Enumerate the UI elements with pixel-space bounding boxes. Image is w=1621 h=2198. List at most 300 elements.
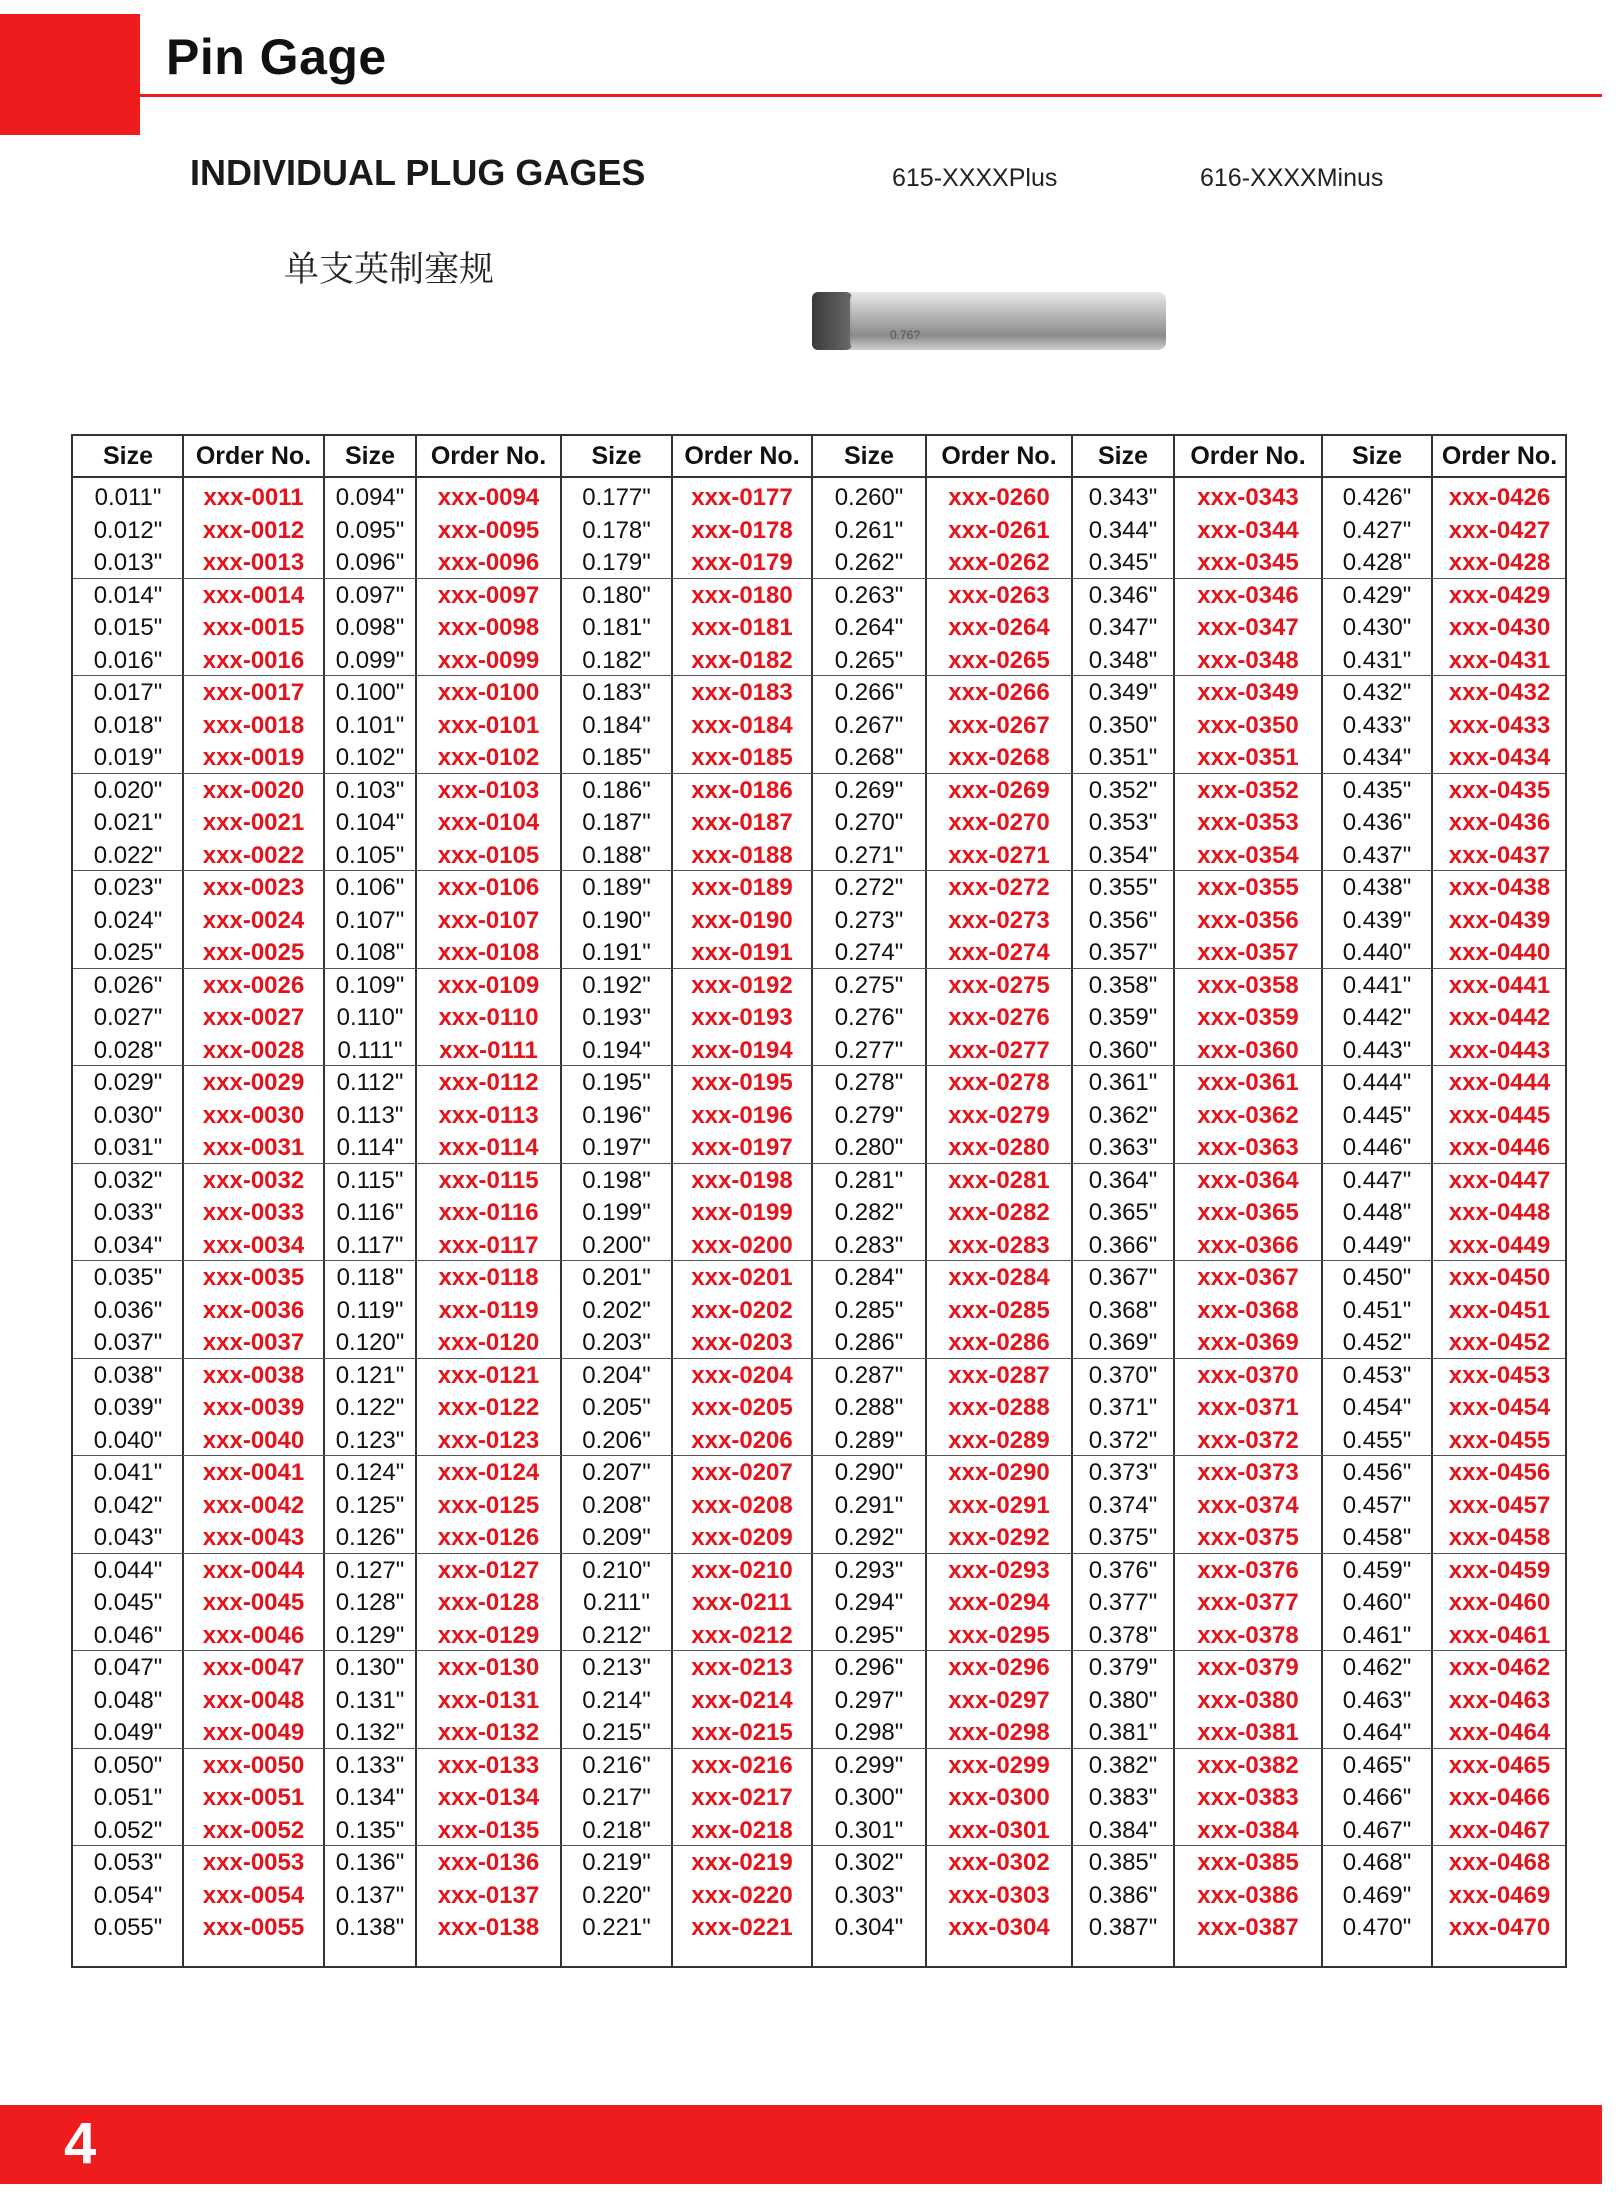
order-number-cell: xxx-0132 [437,1719,540,1746]
size-cell: 0.198" [582,1166,651,1194]
order-number-cell: xxx-0350 [1197,711,1299,739]
order-number-cell: xxx-0031 [202,1134,305,1161]
order-number-cell: xxx-0379 [1197,1654,1299,1681]
size-cell: 0.300" [834,1784,904,1811]
gage-table [71,434,1567,1968]
order-number-cell: xxx-0212 [691,1621,793,1649]
size-cell: 0.095" [335,516,405,544]
size-cell: 0.015" [93,614,163,641]
order-number-cell: xxx-0211 [691,1589,793,1616]
size-cell: 0.301" [834,1816,904,1844]
order-number-cell: xxx-0276 [948,1004,1050,1031]
order-number-cell: xxx-0463 [1448,1686,1551,1714]
size-cell: 0.050" [93,1751,163,1779]
size-cell: 0.132" [335,1719,405,1746]
size-cell: 0.035" [93,1264,163,1291]
order-number-cell: xxx-0205 [691,1394,793,1421]
size-cell: 0.113" [336,1101,404,1129]
size-cell: 0.452" [1342,1329,1412,1356]
order-number-cell: xxx-0045 [202,1589,305,1616]
order-number-cell: xxx-0447 [1448,1166,1551,1194]
size-cell: 0.124" [335,1459,405,1486]
size-cell: 0.440" [1342,939,1412,966]
size-cell: 0.099" [335,646,405,674]
order-number-cell: xxx-0039 [202,1394,305,1421]
order-number-cell: xxx-0356 [1197,906,1299,934]
order-number-cell: xxx-0202 [691,1296,793,1324]
size-cell: 0.460" [1342,1589,1412,1616]
order-number-cell: xxx-0105 [437,841,540,869]
order-number-cell: xxx-0384 [1197,1816,1299,1844]
size-cell: 0.352" [1088,776,1158,804]
order-number-cell: xxx-0344 [1197,516,1299,544]
order-number-cell: xxx-0018 [202,711,305,739]
size-cell: 0.449" [1342,1231,1412,1259]
size-cell: 0.105" [335,841,405,869]
order-number-cell: xxx-0364 [1197,1166,1299,1194]
size-cell: 0.438" [1342,874,1412,901]
order-header-4: Order No. [1190,442,1306,470]
order-number-cell: xxx-0190 [691,906,793,934]
size-cell: 0.097" [335,581,405,609]
order-number-cell: xxx-0044 [202,1556,305,1584]
size-cell: 0.443" [1342,1036,1412,1064]
order-number-cell: xxx-0457 [1448,1491,1551,1519]
size-cell: 0.382" [1088,1751,1158,1779]
order-number-cell: xxx-0436 [1448,809,1551,836]
order-number-cell: xxx-0343 [1197,484,1299,511]
order-number-cell: xxx-0265 [948,646,1050,674]
size-cell: 0.455" [1342,1426,1412,1454]
order-number-cell: xxx-0189 [691,874,793,901]
size-cell: 0.137" [335,1881,405,1909]
size-cell: 0.036" [93,1296,163,1324]
order-number-cell: xxx-0053 [202,1849,305,1876]
order-number-cell: xxx-0107 [437,906,540,934]
order-number-cell: xxx-0177 [691,484,793,511]
size-cell: 0.459" [1342,1556,1412,1584]
size-cell: 0.190" [582,906,651,934]
order-number-cell: xxx-0456 [1448,1459,1551,1486]
order-number-cell: xxx-0127 [437,1556,540,1584]
order-number-cell: xxx-0349 [1197,679,1299,706]
order-number-cell: xxx-0050 [202,1751,305,1779]
size-cell: 0.469" [1342,1881,1412,1909]
order-header-1: Order No. [430,442,547,470]
size-cell: 0.356" [1088,906,1158,934]
order-number-cell: xxx-0289 [948,1426,1050,1454]
size-cell: 0.204" [582,1361,651,1389]
size-cell: 0.383" [1088,1784,1158,1811]
size-cell: 0.134" [335,1784,405,1811]
order-number-cell: xxx-0466 [1448,1784,1551,1811]
order-number-cell: xxx-0369 [1197,1329,1299,1356]
size-cell: 0.196" [582,1101,651,1129]
order-number-cell: xxx-0260 [948,484,1050,511]
size-cell: 0.138" [335,1914,405,1941]
order-number-cell: xxx-0203 [691,1329,793,1356]
order-number-cell: xxx-0109 [437,971,540,999]
order-number-cell: xxx-0450 [1448,1264,1551,1291]
size-cell: 0.426" [1342,484,1412,511]
order-number-cell: xxx-0452 [1448,1329,1551,1356]
size-cell: 0.121" [335,1361,405,1389]
size-cell: 0.446" [1342,1134,1412,1161]
size-cell: 0.120" [335,1329,405,1356]
order-number-cell: xxx-0136 [437,1849,540,1876]
order-number-cell: xxx-0033 [202,1199,305,1226]
order-number-cell: xxx-0214 [691,1686,793,1714]
size-cell: 0.013" [93,549,163,576]
order-number-cell: xxx-0122 [437,1394,540,1421]
size-cell: 0.298" [834,1719,904,1746]
order-number-cell: xxx-0110 [438,1004,539,1031]
size-cell: 0.374" [1088,1491,1158,1519]
size-cell: 0.039" [93,1394,163,1421]
size-cell: 0.344" [1088,516,1158,544]
size-cell: 0.442" [1342,1004,1412,1031]
order-number-cell: xxx-0381 [1197,1719,1299,1746]
order-number-cell: xxx-0020 [202,776,305,804]
order-number-cell: xxx-0299 [948,1751,1050,1779]
size-cell: 0.049" [93,1719,163,1746]
size-header-3: Size [843,442,895,470]
size-cell: 0.018" [93,711,163,739]
order-number-cell: xxx-0051 [202,1784,305,1811]
size-cell: 0.430" [1342,614,1412,641]
size-cell: 0.387" [1088,1914,1158,1941]
order-number-cell: xxx-0099 [437,646,540,674]
order-number-cell: xxx-0022 [202,841,305,869]
order-number-cell: xxx-0102 [437,744,540,771]
size-cell: 0.043" [93,1524,163,1551]
size-cell: 0.463" [1342,1686,1412,1714]
size-cell: 0.021" [93,809,163,836]
size-cell: 0.017" [93,679,163,706]
order-number-cell: xxx-0194 [691,1036,793,1064]
order-number-cell: xxx-0104 [437,809,540,836]
order-number-cell: xxx-0206 [691,1426,793,1454]
order-number-cell: xxx-0294 [948,1589,1050,1616]
order-number-cell: xxx-0027 [202,1004,305,1031]
size-cell: 0.125" [335,1491,405,1519]
size-cell: 0.364" [1088,1166,1158,1194]
order-number-cell: xxx-0180 [691,581,793,609]
size-header-5: Size [1351,442,1403,470]
size-cell: 0.432" [1342,679,1412,706]
order-number-cell: xxx-0188 [691,841,793,869]
size-cell: 0.294" [834,1589,904,1616]
size-cell: 0.380" [1088,1686,1158,1714]
order-number-cell: xxx-0013 [202,549,305,576]
size-cell: 0.282" [834,1199,904,1226]
size-cell: 0.260" [834,484,904,511]
order-number-cell: xxx-0270 [948,809,1050,836]
order-number-cell: xxx-0187 [691,809,793,836]
size-cell: 0.012" [93,516,163,544]
order-number-cell: xxx-0115 [438,1166,539,1194]
size-cell: 0.136" [335,1849,405,1876]
footer-bar [0,2105,1602,2184]
size-cell: 0.135" [335,1816,405,1844]
order-number-cell: xxx-0360 [1197,1036,1299,1064]
size-cell: 0.096" [335,549,405,576]
order-number-cell: xxx-0458 [1448,1524,1551,1551]
size-cell: 0.451" [1342,1296,1412,1324]
section-title: INDIVIDUAL PLUG GAGES [190,152,646,193]
size-cell: 0.030" [93,1101,163,1129]
size-cell: 0.117" [336,1231,404,1259]
order-number-cell: xxx-0277 [948,1036,1050,1064]
order-number-cell: xxx-0036 [202,1296,305,1324]
size-cell: 0.439" [1342,906,1412,934]
size-cell: 0.115" [336,1166,404,1194]
size-cell: 0.272" [834,874,904,901]
order-number-cell: xxx-0098 [437,614,540,641]
order-number-cell: xxx-0296 [948,1654,1050,1681]
size-cell: 0.465" [1342,1751,1412,1779]
order-number-cell: xxx-0269 [948,776,1050,804]
order-number-cell: xxx-0034 [202,1231,305,1259]
size-cell: 0.122" [335,1394,405,1421]
order-number-cell: xxx-0286 [948,1329,1050,1356]
order-number-cell: xxx-0120 [437,1329,540,1356]
order-number-cell: xxx-0049 [202,1719,305,1746]
order-number-cell: xxx-0024 [202,906,305,934]
order-number-cell: xxx-0432 [1448,679,1551,706]
size-cell: 0.379" [1088,1654,1158,1681]
order-number-cell: xxx-0135 [437,1816,540,1844]
order-number-cell: xxx-0184 [691,711,793,739]
order-number-cell: xxx-0469 [1448,1881,1551,1909]
order-number-cell: xxx-0011 [203,484,304,511]
size-cell: 0.038" [93,1361,163,1389]
size-header-1: Size [344,442,396,470]
size-cell: 0.362" [1088,1101,1158,1129]
size-cell: 0.266" [834,679,904,706]
size-cell: 0.208" [582,1491,651,1519]
size-cell: 0.016" [93,646,163,674]
order-number-cell: xxx-0279 [948,1101,1050,1129]
size-cell: 0.047" [93,1654,163,1681]
size-cell: 0.286" [834,1329,904,1356]
order-number-cell: xxx-0437 [1448,841,1551,869]
order-number-cell: xxx-0113 [438,1101,539,1129]
size-cell: 0.032" [93,1166,163,1194]
size-cell: 0.376" [1088,1556,1158,1584]
size-cell: 0.280" [834,1134,904,1161]
order-number-cell: xxx-0052 [202,1816,305,1844]
size-cell: 0.210" [582,1556,651,1584]
order-number-cell: xxx-0183 [691,679,793,706]
size-cell: 0.293" [834,1556,904,1584]
size-cell: 0.215" [582,1719,651,1746]
order-number-cell: xxx-0124 [437,1459,540,1486]
size-cell: 0.447" [1342,1166,1412,1194]
size-cell: 0.123" [335,1426,405,1454]
order-number-cell: xxx-0358 [1197,971,1299,999]
order-number-cell: xxx-0195 [691,1069,793,1096]
size-cell: 0.429" [1342,581,1412,609]
order-number-cell: xxx-0380 [1197,1686,1299,1714]
order-number-cell: xxx-0097 [437,581,540,609]
order-number-cell: xxx-0431 [1448,646,1551,674]
order-number-cell: xxx-0012 [202,516,305,544]
order-number-cell: xxx-0373 [1197,1459,1299,1486]
size-cell: 0.129" [335,1621,405,1649]
size-cell: 0.118" [336,1264,404,1291]
size-cell: 0.104" [335,809,405,836]
subtitle-chinese: 单支英制塞规 [284,250,495,290]
order-number-cell: xxx-0025 [202,939,305,966]
order-number-cell: xxx-0271 [948,841,1050,869]
order-number-cell: xxx-0298 [948,1719,1050,1746]
size-cell: 0.219" [582,1849,651,1876]
size-cell: 0.216" [582,1751,651,1779]
size-cell: 0.217" [582,1784,651,1811]
size-cell: 0.131" [335,1686,405,1714]
order-number-cell: xxx-0267 [948,711,1050,739]
order-number-cell: xxx-0125 [437,1491,540,1519]
order-number-cell: xxx-0346 [1197,581,1299,609]
size-cell: 0.433" [1342,711,1412,739]
size-cell: 0.100" [335,679,405,706]
size-cell: 0.359" [1088,1004,1158,1031]
order-number-cell: xxx-0386 [1197,1881,1299,1909]
size-header-0: Size [102,442,154,470]
order-number-cell: xxx-0427 [1448,516,1551,544]
order-number-cell: xxx-0445 [1448,1101,1551,1129]
order-number-cell: xxx-0134 [437,1784,540,1811]
order-number-cell: xxx-0280 [948,1134,1050,1161]
order-number-cell: xxx-0100 [437,679,540,706]
order-number-cell: xxx-0210 [691,1556,793,1584]
order-number-cell: xxx-0438 [1448,874,1551,901]
order-number-cell: xxx-0103 [437,776,540,804]
size-cell: 0.287" [834,1361,904,1389]
order-number-cell: xxx-0193 [691,1004,793,1031]
order-number-cell: xxx-0262 [948,549,1050,576]
size-cell: 0.213" [582,1654,651,1681]
order-number-cell: xxx-0192 [691,971,793,999]
size-cell: 0.274" [834,939,904,966]
order-header-0: Order No. [195,442,312,470]
size-cell: 0.054" [93,1881,163,1909]
size-cell: 0.111" [337,1036,403,1064]
order-number-cell: xxx-0261 [948,516,1050,544]
size-cell: 0.269" [834,776,904,804]
order-number-cell: xxx-0221 [691,1914,793,1941]
order-number-cell: xxx-0359 [1197,1004,1299,1031]
size-cell: 0.179" [582,549,651,576]
page-title: Pin Gage [166,29,387,85]
size-cell: 0.192" [582,971,651,999]
size-cell: 0.367" [1088,1264,1158,1291]
size-cell: 0.116" [336,1199,404,1226]
size-cell: 0.348" [1088,646,1158,674]
size-cell: 0.381" [1088,1719,1158,1746]
order-number-cell: xxx-0215 [691,1719,793,1746]
size-cell: 0.024" [93,906,163,934]
size-cell: 0.275" [834,971,904,999]
size-cell: 0.354" [1088,841,1158,869]
order-number-cell: xxx-0295 [948,1621,1050,1649]
size-cell: 0.304" [834,1914,904,1941]
order-number-cell: xxx-0301 [948,1816,1050,1844]
order-number-cell: xxx-0185 [691,744,793,771]
order-number-cell: xxx-0273 [948,906,1050,934]
pin-marking: 0.76? [890,328,921,342]
size-cell: 0.040" [93,1426,163,1454]
table-header-row [73,436,1565,478]
size-cell: 0.292" [834,1524,904,1551]
order-number-cell: xxx-0382 [1197,1751,1299,1779]
size-cell: 0.191" [582,939,651,966]
order-number-cell: xxx-0377 [1197,1589,1299,1616]
size-cell: 0.052" [93,1816,163,1844]
size-cell: 0.264" [834,614,904,641]
order-number-cell: xxx-0454 [1448,1394,1551,1421]
size-cell: 0.194" [582,1036,651,1064]
order-number-cell: xxx-0106 [437,874,540,901]
size-cell: 0.291" [834,1491,904,1519]
size-cell: 0.454" [1342,1394,1412,1421]
size-cell: 0.205" [582,1394,651,1421]
order-number-cell: xxx-0459 [1448,1556,1551,1584]
size-cell: 0.119" [336,1296,404,1324]
size-cell: 0.295" [834,1621,904,1649]
size-cell: 0.133" [335,1751,405,1779]
size-cell: 0.375" [1088,1524,1158,1551]
size-cell: 0.458" [1342,1524,1412,1551]
size-cell: 0.183" [582,679,651,706]
size-cell: 0.437" [1342,841,1412,869]
size-cell: 0.026" [93,971,163,999]
order-number-cell: xxx-0126 [437,1524,540,1551]
size-cell: 0.385" [1088,1849,1158,1876]
size-cell: 0.346" [1088,581,1158,609]
size-cell: 0.279" [834,1101,904,1129]
size-cell: 0.358" [1088,971,1158,999]
order-number-cell: xxx-0283 [948,1231,1050,1259]
size-cell: 0.197" [582,1134,651,1161]
size-cell: 0.094" [335,484,405,511]
order-number-cell: xxx-0288 [948,1394,1050,1421]
order-number-cell: xxx-0094 [437,484,540,511]
order-number-cell: xxx-0055 [202,1914,305,1941]
order-number-cell: xxx-0357 [1197,939,1299,966]
size-cell: 0.130" [335,1654,405,1681]
size-cell: 0.372" [1088,1426,1158,1454]
size-cell: 0.281" [834,1166,904,1194]
order-number-cell: xxx-0453 [1448,1361,1551,1389]
order-number-cell: xxx-0433 [1448,711,1551,739]
order-number-cell: xxx-0455 [1448,1426,1551,1454]
size-cell: 0.193" [582,1004,651,1031]
order-number-cell: xxx-0130 [437,1654,540,1681]
order-number-cell: xxx-0362 [1197,1101,1299,1129]
order-number-cell: xxx-0040 [202,1426,305,1454]
order-number-cell: xxx-0449 [1448,1231,1551,1259]
size-cell: 0.110" [336,1004,404,1031]
order-number-cell: xxx-0442 [1448,1004,1551,1031]
order-number-cell: xxx-0278 [948,1069,1050,1096]
size-cell: 0.273" [834,906,904,934]
size-cell: 0.045" [93,1589,163,1616]
order-number-cell: xxx-0281 [948,1166,1050,1194]
order-number-cell: xxx-0282 [948,1199,1050,1226]
size-cell: 0.371" [1088,1394,1158,1421]
